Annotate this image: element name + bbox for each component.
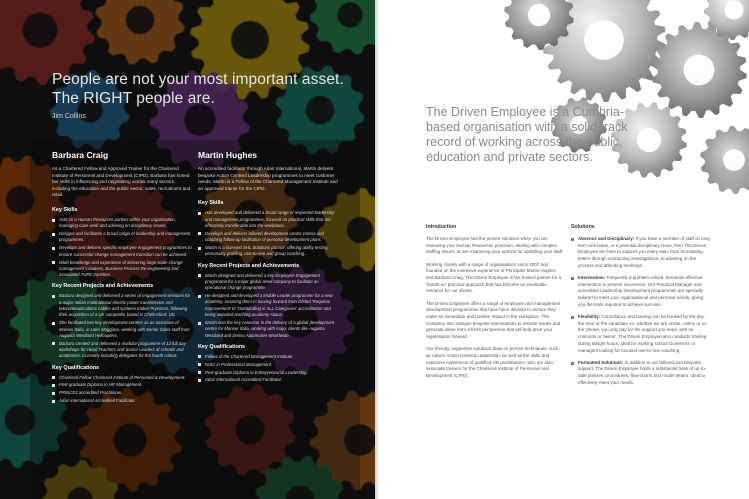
list-item: Designs and facilitates a broad range of leadership and management programmes. (52, 231, 192, 244)
section-heading: Key Recent Projects and Achievements (198, 262, 300, 269)
solutions-list (571, 236, 711, 387)
solution-text: If you have a member of staff on long term sick leave, or a potential disciplinary issue, then The Driven Employee are here to support you every step, from formulating letters through conducting investigations, to advising on the process and attending meetings. (578, 236, 710, 268)
person-bio: As a Chartered Fellow and Approved Trainer for the Chartered Institute of Personnel and Development (CIPD), Barbara has honed her skills in influencing and negotiating across many sectors, including the education and the public sector, sales, recruitment and retail. (52, 166, 191, 198)
list-item (571, 275, 711, 309)
list-item: Wide knowledge and experience of delivering large scale change management initiatives, Business Process Re-engineering and associated TUPE transfers. (52, 260, 192, 279)
person-bio: An accredited facilitator through Adair International, Martin delivers bespoke Action Centred Leadership programmes to meet customer needs. Martin is a Fellow of the Chartered Management Institute and an approved trainer for the CIPD. (198, 166, 338, 191)
quote-author: Jim Collins (52, 113, 86, 120)
person-name: Barbara Craig (52, 150, 109, 160)
qualifications-list (198, 354, 338, 384)
profile-barbara-craig (52, 150, 192, 406)
list-item (571, 236, 711, 270)
person-name: Martin Hughes (198, 150, 258, 160)
section-heading: Key Skills (198, 200, 224, 207)
solution-text: Frequently a problem solved, demands effective intervention to prevent recurrence. Our Practical Manager and accredited Leadership Development programmes are specially tailored to meet your organisational and personal needs, giving you the tools required to achieve success. (578, 275, 704, 307)
list-item: Adair International Accredited Facilitator. (198, 377, 338, 383)
list-item: Post-graduate Diploma in HR Management. (52, 382, 192, 388)
paragraph: The Driven Employee offers a range of employee and management development programmes that have been devised to ensure they make an immediate and positive impact in the workplace. The Company also designs bespoke interventions to resolve issues and generate ideas from a fresh perspective that will help drive your organisation forward. (426, 300, 561, 340)
list-item: Martin was the key Assessor in the delivery of a global development centre for Manser Italia, working with major clients like Augusta Westland and Denso Automotive Worldwide. (198, 320, 338, 339)
key-skills-list (52, 217, 192, 278)
section-heading: Key Qualifications (198, 343, 246, 350)
list-item: Adair international Accredited Facilitator. (52, 398, 192, 404)
solution-title: Absence and Disciplinary: (578, 236, 635, 241)
list-item: Has developed and delivered a broad range of respected leadership and management programmes, focused on practical skills that are effectively transferable into the workplace. (198, 210, 338, 229)
list-item: He designed and developed a Middle Leader programme for a new academy, assisting them in moving forward from Ofsted 'Requires Improvement' to 'Outstanding in ALL Categories' accreditation and being awarded teaching academy status. (198, 293, 338, 318)
projects-list (52, 293, 192, 359)
list-item: Martin is a licensed SHL Solutions partner, offering ability testing, personality profiling, one-to-one and group coaching. (198, 245, 338, 258)
list-item: Acts as a Human Resources partner within your organisation, managing case work and advising on disciplinary issues. (52, 217, 192, 230)
solution-title: Formatted Solutions: (578, 359, 624, 365)
list-item: Develops and delivers tailored development centre criteria and coaching follow-up facilitation of personal development plans. (198, 231, 338, 244)
introduction-section (426, 224, 564, 385)
list-item: Barbara designed and delivered a series of engagement sessions for a major Italian multinational electric power transmission and telecommunications cables and systems maker Prysmian, following their acquisition of a UK competitor based in Chelmsford, UK. (52, 293, 192, 318)
section-heading: Introduction (426, 224, 457, 230)
list-item: Fellow of the Chartered Management Institute. (198, 354, 338, 360)
qualifications-list (52, 375, 192, 405)
list-item: Post-graduate Diploma in Entrepreneurial Leadership. (198, 370, 338, 376)
solution-text: In addition to our tailored and bespoke support, The Driven Employee holds a substantial bank of up-to-date policies, procedures, flow-charts and model letters, ideal to effectively meet your needs. (578, 359, 707, 385)
list-item: Barbara created and delivered a modular programme of 12 full day workshops for Head Teachers and Senior Leaders of schools and academies. Currently including delegates for the fourth cohort. (52, 341, 192, 360)
list-item: Develops and delivers specific employee engagement programmes to ensure successful change management transition can be achieved. (52, 245, 192, 258)
solution-title: Intervention: (578, 275, 606, 281)
solutions-section (571, 224, 711, 392)
list-item: PRINCE2 accredited Practitioner. (52, 390, 192, 396)
paragraph: The Driven Employee has the proven solutions when you are reviewing your Human Resources provision, dealing with complex staffing issues, or are examining your options for upskilling your staff. (426, 236, 564, 255)
paragraph: Working closely with a range of organisations since 2007 and founded on the extensive experience of Principals Martin Hughes and Barbara Craig, The Driven Employee is the trusted partner for a 'hands-on' practical approach that has become an invaluable resource for our clients. (426, 261, 562, 294)
solution-title: Flexibility: (578, 314, 601, 320)
section-heading: Key Skills (52, 206, 78, 213)
section-heading: Solutions (571, 224, 595, 230)
list-item (571, 360, 711, 387)
solution-text: Consultancy and training can be booked by the day, the hour or the candidate so, whether we are onsite, online or on the 'phone, you only pay for the support you need, with no contracts or 'twims'. The Driven Employee also conducts training during twilight hours, ideal for working school Governors or managers looking for focused one-to-one coaching. (578, 314, 707, 353)
profile-martin-hughes (198, 150, 338, 385)
projects-list (198, 273, 338, 339)
page-quote: People are not your most important asset. The RIGHT people are. (52, 71, 344, 107)
list-item: She facilitated two key development centres as an associate of Manser Italia, in Lake Maggiore, working with Senior Sales staff from Augusta Westland Helicopters. (52, 320, 192, 339)
section-heading: Key Recent Projects and Achievements (52, 283, 154, 290)
key-skills-list (198, 210, 338, 257)
list-item: NISC in Professional Management. (198, 362, 338, 368)
paragraph: Our friendly, supportive solutions draw on proven techniques, such as Adair's Action Centred Leadership, as well as the skills and extensive experience of qualified HR practitioners, who are also associate trainers for the Chartered Institute of Personnel and Development (CIPD). (426, 346, 559, 379)
list-item: Chartered Fellow Chartered Institute of Personnel & Development. (52, 375, 192, 381)
list-item (571, 314, 711, 354)
section-heading: Key Qualifications (52, 364, 100, 371)
page-headline: The Driven Employee is a Cumbria-based organisation with a solid track record of working across the public, education and private sectors. (426, 105, 628, 164)
list-item: Martin designed and delivered a key Employee Engagement programme for a major global Steel company to facilitate an operational change programme. (198, 273, 338, 292)
